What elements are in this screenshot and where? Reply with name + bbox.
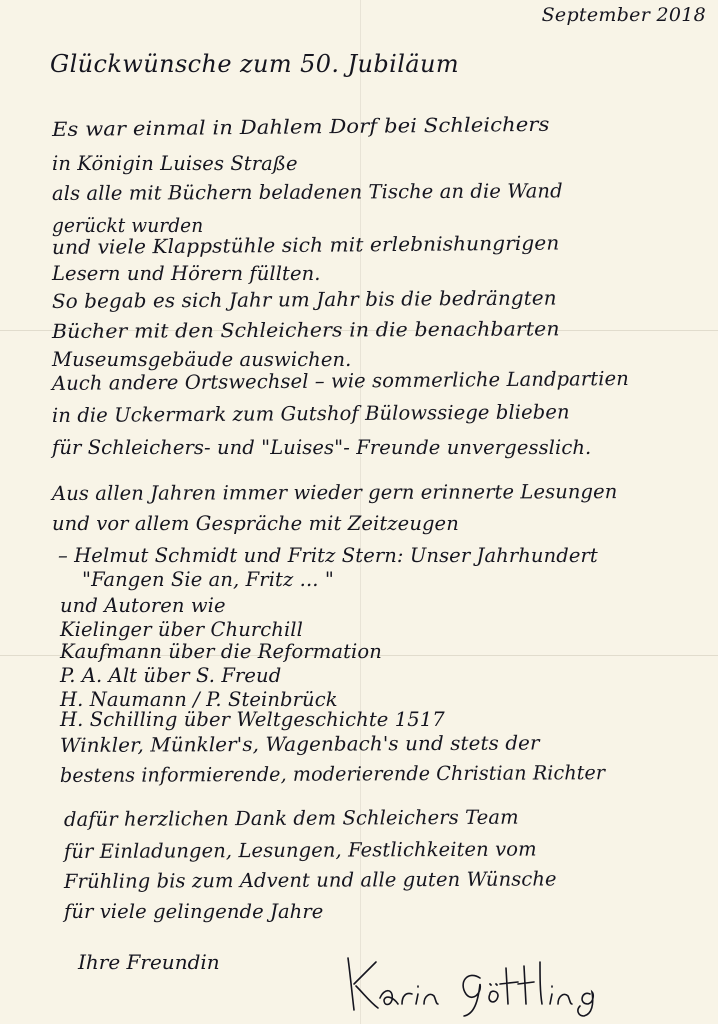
body-line: für Einladungen, Lesungen, Festlichkeiten vom (63, 837, 537, 863)
body-line: und Autoren wie (60, 594, 226, 617)
body-line: "Fangen Sie an, Fritz ... " (82, 568, 334, 591)
body-line: Es war einmal in Dahlem Dorf bei Schleichers (51, 112, 550, 141)
body-line: für Schleichers- und "Luises"- Freunde unvergesslich. (52, 436, 592, 459)
handwritten-signature (340, 948, 620, 1018)
body-line: und viele Klappstühle sich mit erlebnishungrigen (51, 231, 560, 259)
body-line: bestens informierende, moderierende Christian Richter (59, 761, 606, 787)
body-line: als alle mit Büchern beladenen Tische an die Wand (51, 179, 563, 205)
body-line: Frühling bis zum Advent und alle guten Wünsche (63, 867, 557, 893)
body-line: und vor allem Gespräche mit Zeitzeugen (52, 512, 459, 535)
body-line: P. A. Alt über S. Freud (60, 664, 282, 687)
body-line: Kielinger über Churchill (60, 618, 303, 641)
body-line: H. Schilling über Weltgeschichte 1517 (60, 708, 445, 731)
closing-phrase: Ihre Freundin (78, 950, 220, 974)
body-line: Lesern und Hörern füllten. (52, 262, 321, 285)
body-line: Museumsgebäude auswichen. (52, 348, 352, 371)
body-line: Auch andere Ortswechsel – wie sommerliche Landpartien (51, 366, 629, 395)
body-line: in die Uckermark zum Gutshof Bülowssiege blieben (51, 400, 570, 427)
body-line: Winkler, Münkler's, Wagenbach's und stets der (59, 731, 540, 757)
letter-date: September 2018 (541, 4, 706, 26)
body-line: für viele gelingende Jahre (64, 900, 324, 923)
body-line: in Königin Luises Straße (52, 152, 298, 175)
body-line: H. Naumann / P. Steinbrück (60, 688, 338, 711)
body-line: – Helmut Schmidt und Fritz Stern: Unser Jahrhundert (58, 544, 598, 567)
body-line: dafür herzlichen Dank dem Schleichers Team (63, 805, 519, 831)
body-line: gerückt wurden (52, 214, 204, 237)
body-line: So begab es sich Jahr um Jahr bis die bedrängten (51, 286, 557, 313)
body-line: Bücher mit den Schleichers in die benachbarten (51, 317, 560, 343)
letter-title: Glückwünsche zum 50. Jubiläum (50, 50, 459, 78)
body-line: Aus allen Jahren immer wieder gern erinnerte Lesungen (51, 480, 618, 505)
body-line: Kaufmann über die Reformation (60, 640, 382, 663)
